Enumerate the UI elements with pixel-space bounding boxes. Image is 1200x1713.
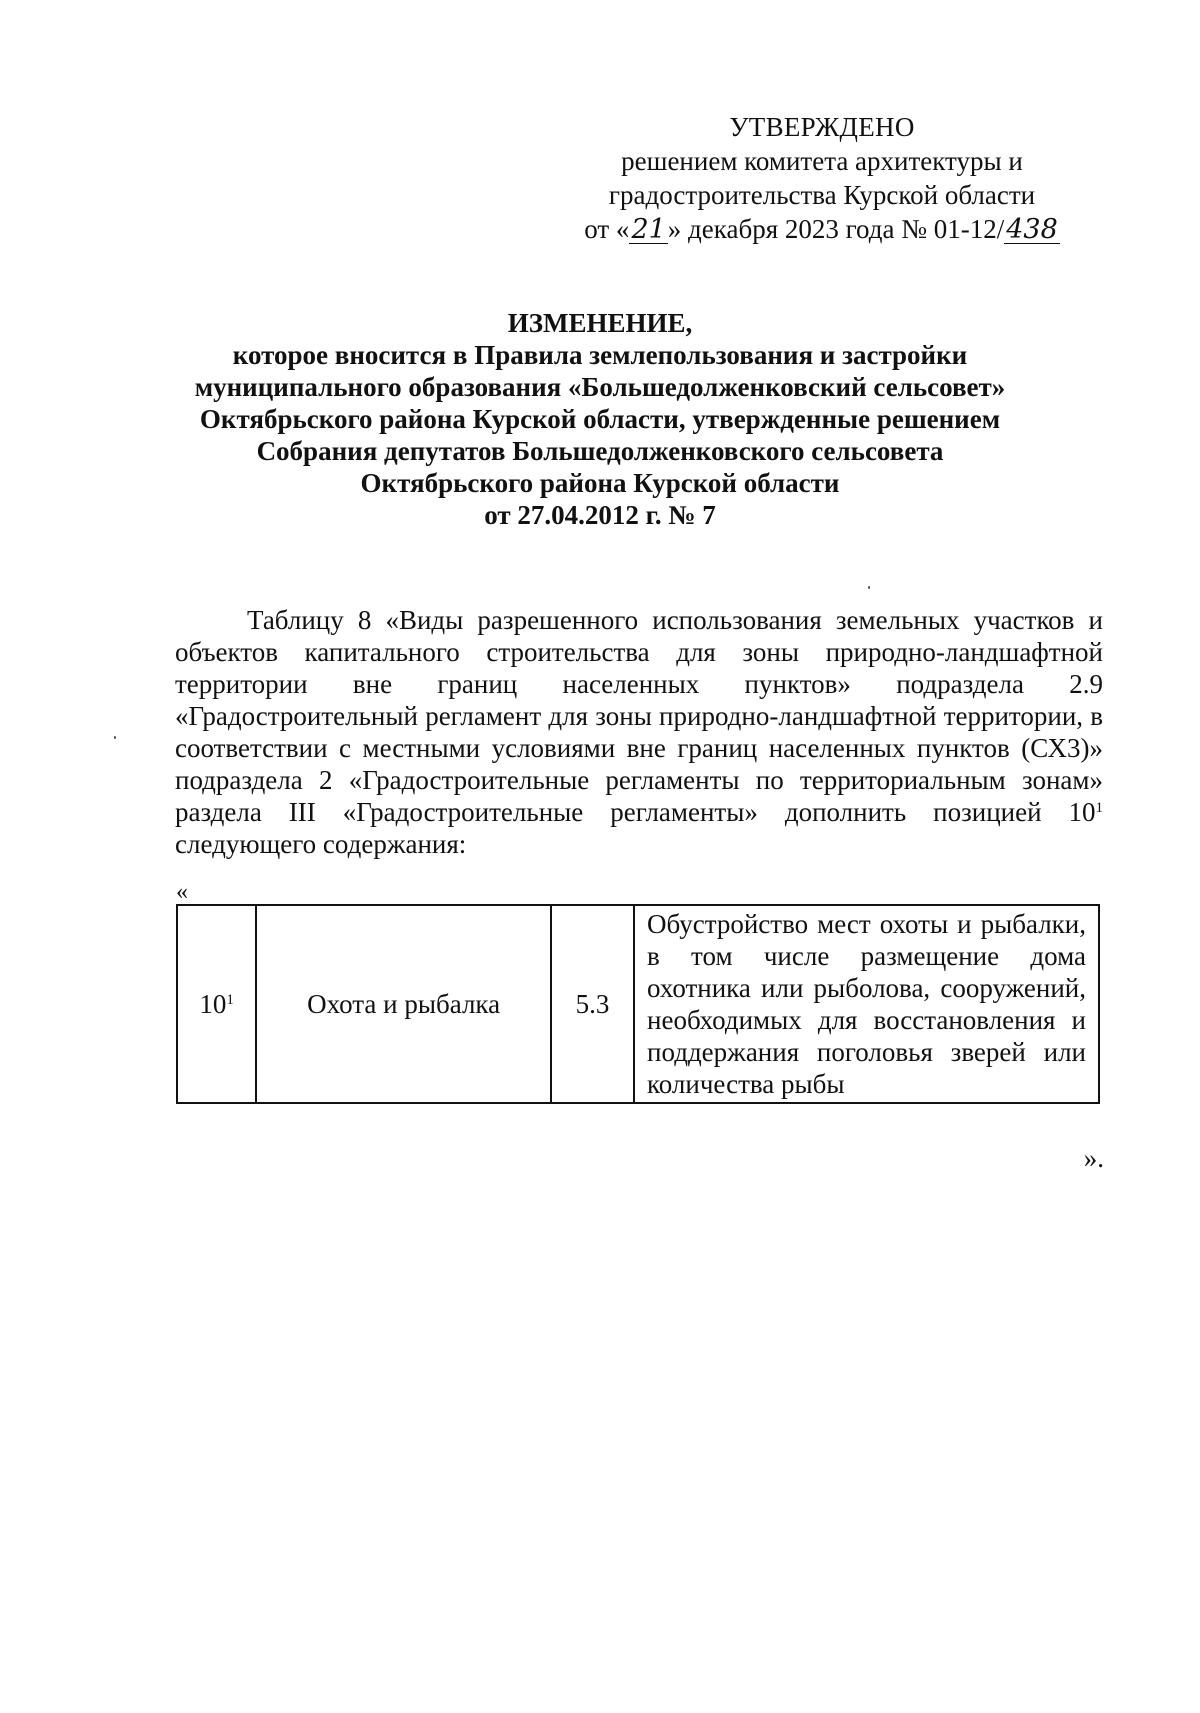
closing-quote: ». xyxy=(1083,1143,1104,1173)
cell-use-name: Охота и рыбалка xyxy=(256,905,551,1103)
title-line-2: муниципального образования «Большедолженковский сельсовет» xyxy=(194,372,1006,402)
paragraph-main-text: Таблицу 8 «Виды разрешенного использования земельных участков и объектов капитального строительства для зоны природно-ландшафтной территории вне границ населенных пунктов» подраздела 2.9 «Градостроительный регламент для зоны природно-ландшафтной территории, в соответствии с местными условиями вне границ населенных пунктов (СХ3)» подраздела 2 «Градостроительные регламенты по территориальным зонам» раздела III «Градостроительные регламенты» дополнить позицией 10 xyxy=(175,605,1103,827)
title-heading: ИЗМЕНЕНИЕ, xyxy=(507,308,693,338)
amendment-paragraph xyxy=(175,604,1103,860)
amendment-table xyxy=(176,904,1100,1104)
approval-heading: УТВЕРЖДЕНО xyxy=(729,112,915,142)
title-line-1: которое вносится в Правила землепользования и застройки xyxy=(232,340,968,370)
cell-position-number xyxy=(177,905,256,1103)
position-number-superscript: 1 xyxy=(226,992,234,1008)
approval-date-day-handwritten: 21 xyxy=(631,214,666,245)
approval-doc-number-handwritten: 438 xyxy=(1006,214,1058,245)
cell-use-code: 5.3 xyxy=(551,905,634,1103)
title-line-4: Собрания депутатов Большедолженковского сельсовета xyxy=(256,436,944,466)
title-line-3: Октябрьского района Курской области, утвержденные решением xyxy=(199,404,1001,434)
position-number: 10 xyxy=(199,989,227,1019)
approval-block xyxy=(562,110,1082,246)
table-row xyxy=(177,905,1099,1103)
document-title xyxy=(150,307,1050,531)
paragraph-end-text: следующего содержания: xyxy=(175,829,467,859)
approval-date-prefix: от « xyxy=(584,214,630,244)
approval-date-middle: » декабря 2023 года № 01-12/ xyxy=(667,214,1005,244)
approval-line-2: градостроительства Курской области xyxy=(608,180,1036,210)
scan-speck xyxy=(114,736,116,739)
title-line-5: Октябрьского района Курской области xyxy=(360,468,840,498)
title-line-6: от 27.04.2012 г. № 7 xyxy=(484,500,716,530)
paragraph-superscript: 1 xyxy=(1095,800,1103,816)
approval-date-line xyxy=(562,212,1082,246)
opening-quote: « xyxy=(176,879,188,905)
cell-use-description: Обустройство мест охоты и рыбалки, в том числе размещение дома охотника или рыболова, сооружений, необходимых для восстановления и поддержания поголовья зверей или количества рыбы xyxy=(634,905,1099,1103)
scan-speck xyxy=(868,586,870,589)
approval-line-1: решением комитета архитектуры и xyxy=(621,146,1023,176)
